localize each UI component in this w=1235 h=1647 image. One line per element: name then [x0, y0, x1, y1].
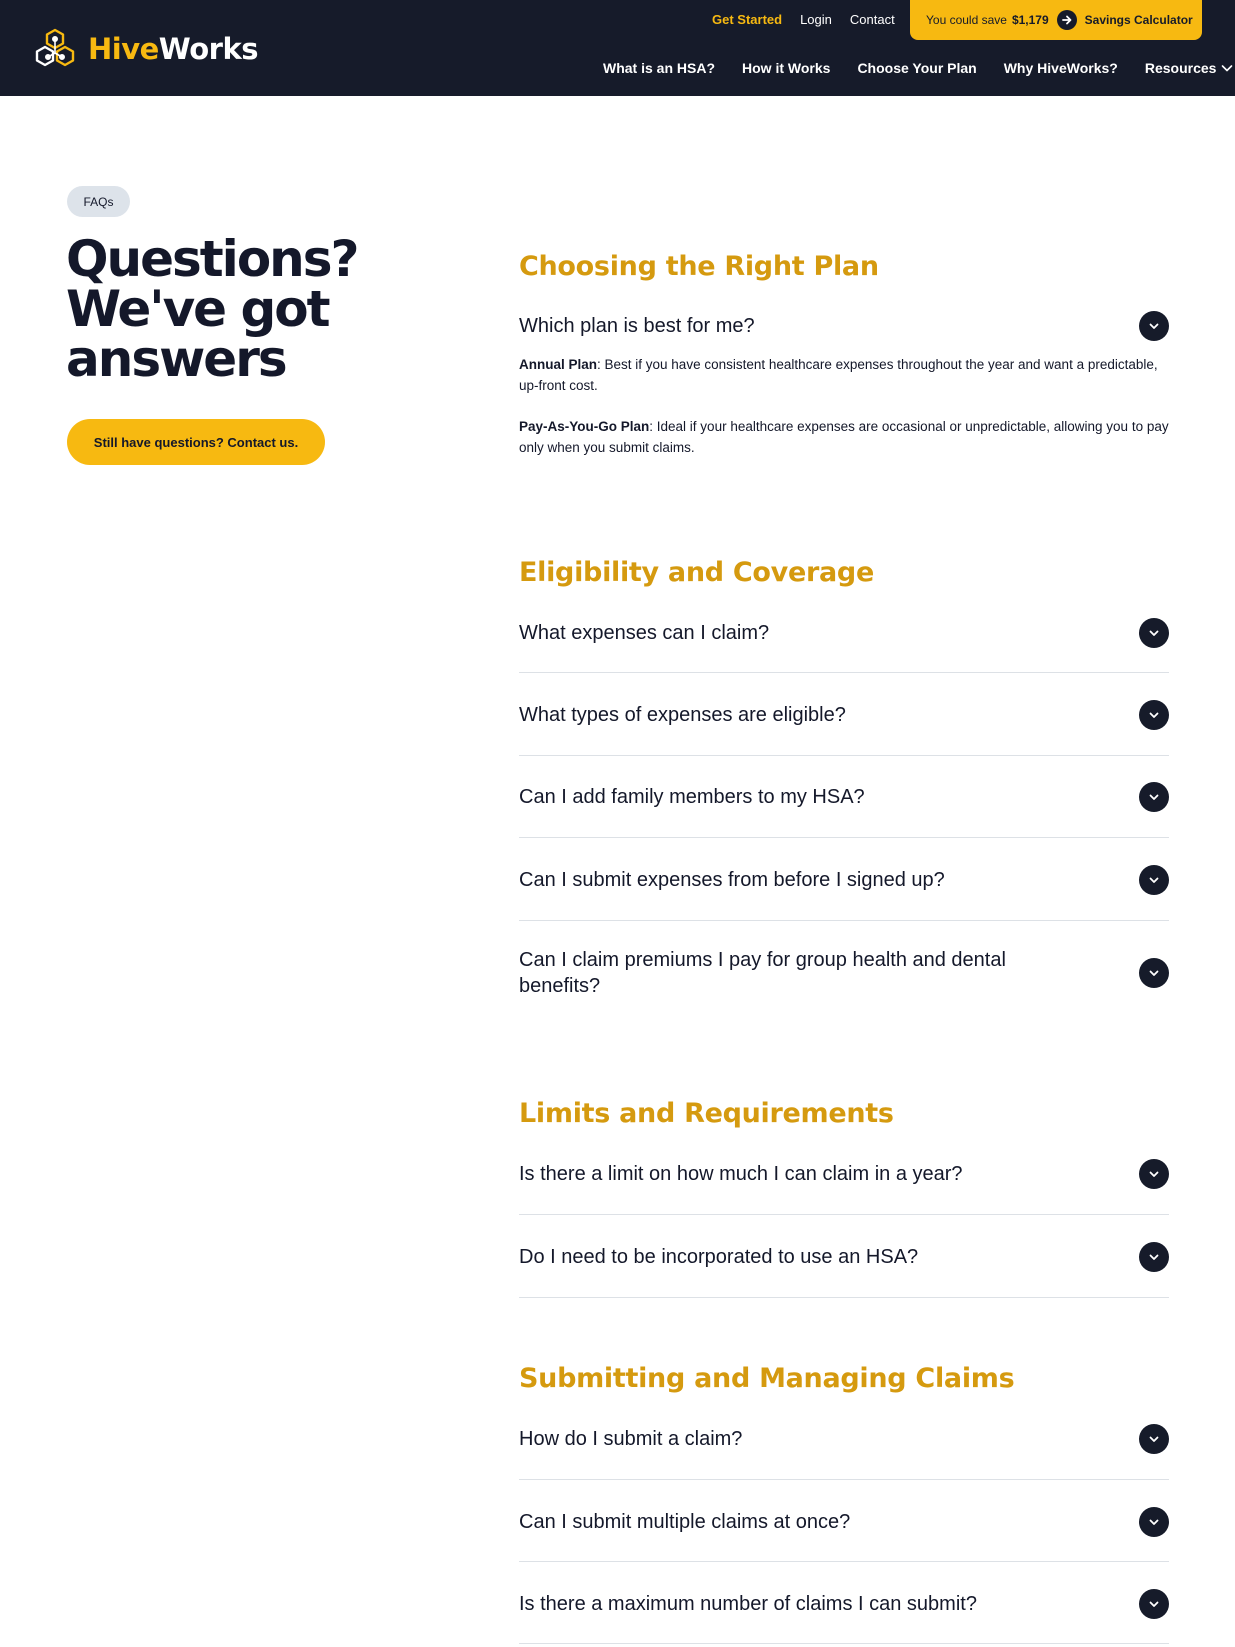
answer-text: : Best if you have consistent healthcare expenses throughout the year and want a predictable, up-front cost.: [519, 357, 1158, 393]
section-title-limits: Limits and Requirements: [519, 1098, 894, 1129]
faq-answer-payg: [519, 417, 1169, 458]
faq-question[interactable]: [519, 865, 1169, 895]
title-line-3: answers: [66, 330, 286, 388]
chevron-down-icon[interactable]: [1139, 618, 1169, 648]
divider: [519, 837, 1169, 838]
divider: [519, 672, 1169, 673]
chevron-down-icon[interactable]: [1139, 1507, 1169, 1537]
faq-question-text: What expenses can I claim?: [519, 622, 770, 644]
faq-question[interactable]: [519, 311, 1169, 341]
chevron-down-icon[interactable]: [1139, 1589, 1169, 1619]
divider: [519, 755, 1169, 756]
answer-label: Pay-As-You-Go Plan: [519, 419, 650, 434]
savings-amount: $1,179: [1011, 13, 1049, 27]
utility-links: [712, 12, 895, 27]
title-line-2: We've got: [66, 280, 329, 338]
savings-calculator-banner[interactable]: [910, 0, 1202, 40]
chevron-down-icon[interactable]: [1139, 958, 1169, 988]
nav-item-why-hiveworks[interactable]: Why HiveWorks?: [1003, 60, 1118, 76]
brand-works: Works: [158, 32, 259, 66]
nav-item-resources[interactable]: [1145, 60, 1235, 76]
faq-question[interactable]: [519, 947, 1169, 999]
faqs-pill: FAQs: [67, 186, 130, 217]
chevron-down-icon[interactable]: [1139, 311, 1169, 341]
brand-logo[interactable]: [32, 26, 258, 72]
page-title: [66, 230, 406, 388]
savings-calculator-label: Savings Calculator: [1084, 13, 1193, 27]
section-title-eligibility: Eligibility and Coverage: [519, 557, 874, 588]
faq-question-text: Can I claim premiums I pay for group health and dental benefits?: [519, 949, 1006, 997]
faq-question[interactable]: [519, 618, 1169, 648]
brand-name: [88, 32, 258, 66]
nav-item-how-it-works[interactable]: How it Works: [742, 60, 831, 76]
divider: [519, 1561, 1169, 1562]
faq-question-text: What types of expenses are eligible?: [519, 704, 846, 726]
faq-question-text: Which plan is best for me?: [519, 315, 755, 337]
faq-question[interactable]: [519, 1507, 1169, 1537]
faq-question-text: Do I need to be incorporated to use an HSA?: [519, 1246, 919, 1268]
chevron-down-icon: [1220, 61, 1234, 75]
chevron-down-icon[interactable]: [1139, 865, 1169, 895]
chevron-down-icon[interactable]: [1139, 1159, 1169, 1189]
faq-question[interactable]: [519, 1159, 1169, 1189]
hive-logo-icon: [32, 26, 78, 72]
faq-question-text: How do I submit a claim?: [519, 1428, 743, 1450]
faq-question-text: Is there a limit on how much I can claim in a year?: [519, 1163, 963, 1185]
nav-item-what-is-hsa[interactable]: What is an HSA?: [603, 60, 716, 76]
faq-question-text: Can I submit multiple claims at once?: [519, 1511, 851, 1533]
savings-prefix: You could save: [926, 13, 1007, 27]
nav-resources-label: Resources: [1144, 60, 1217, 76]
contact-us-button[interactable]: Still have questions? Contact us.: [67, 419, 325, 465]
divider: [519, 1479, 1169, 1480]
arrow-right-icon: [1057, 10, 1077, 30]
faq-question-text: Can I add family members to my HSA?: [519, 786, 865, 808]
chevron-down-icon[interactable]: [1139, 782, 1169, 812]
faq-question[interactable]: [519, 1424, 1169, 1454]
divider: [519, 1214, 1169, 1215]
divider: [519, 1643, 1169, 1644]
answer-label: Annual Plan: [519, 357, 598, 372]
faq-question[interactable]: [519, 1242, 1169, 1272]
get-started-link[interactable]: Get Started: [712, 12, 783, 27]
divider: [519, 1297, 1169, 1298]
faq-question[interactable]: [519, 782, 1169, 812]
section-title-claims: Submitting and Managing Claims: [519, 1363, 1015, 1394]
faq-question-text: Is there a maximum number of claims I can submit?: [519, 1593, 977, 1615]
faq-question-text: Can I submit expenses from before I signed up?: [519, 869, 945, 891]
chevron-down-icon[interactable]: [1139, 700, 1169, 730]
answer-text: : Ideal if your healthcare expenses are occasional or unpredictable, allowing you to pay only when you submit claims.: [519, 419, 1169, 455]
divider: [519, 920, 1169, 921]
chevron-down-icon[interactable]: [1139, 1424, 1169, 1454]
main-nav: [603, 60, 1234, 76]
title-line-1: Questions?: [66, 230, 358, 288]
chevron-down-icon[interactable]: [1139, 1242, 1169, 1272]
site-header: [0, 0, 1235, 96]
contact-link[interactable]: Contact: [849, 12, 895, 27]
brand-hive: Hive: [88, 32, 159, 66]
login-link[interactable]: Login: [800, 12, 832, 27]
section-title-choosing-plan: Choosing the Right Plan: [519, 251, 879, 282]
faq-answer-annual: [519, 355, 1169, 396]
nav-item-choose-plan[interactable]: Choose Your Plan: [857, 60, 977, 76]
faq-question[interactable]: [519, 700, 1169, 730]
faq-question[interactable]: [519, 1589, 1169, 1619]
